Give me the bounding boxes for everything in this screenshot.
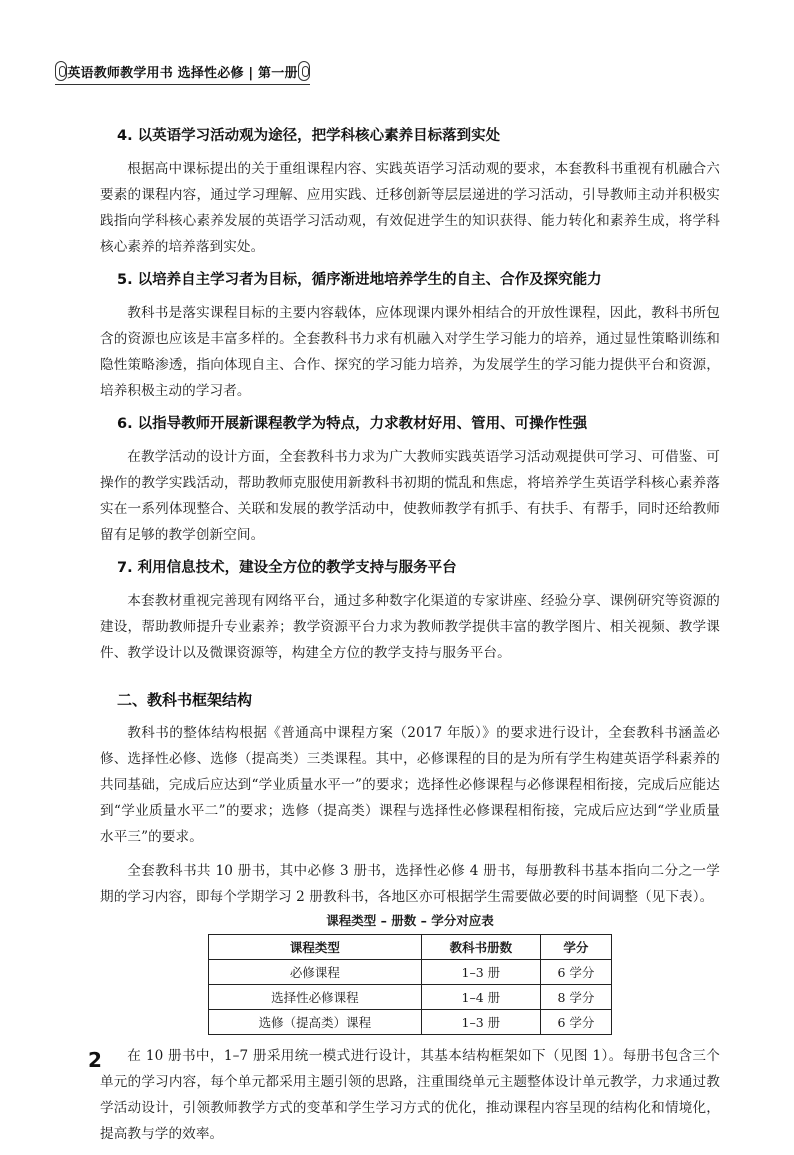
part-paragraph: 在 10 册书中，1–7 册采用统一模式进行设计，其基本结构框架如下（见图 1）。每册书包含三个单元的学习内容，每个单元都采用主题引领的思路，注重围绕单元主题整体设计单元教学，力求通过教学活动设计，引领教师教学方式的变革和学生学习方式的优化，推动课程内容呈现的结构化和情境化，提高教与学的效率。 [100,1048,720,1142]
table-cell: 选择性必修课程 [209,985,422,1010]
section-5 [100,268,720,404]
section-heading: 7. 利用信息技术，建设全方位的教学支持与服务平台 [117,560,457,576]
header-ornament-left-icon [55,61,67,81]
header-title: 英语教师教学用书 选择性必修 | 第一册 [67,65,298,81]
page-number: 2 [88,1048,102,1072]
running-header [55,58,310,84]
table-cell: 8 学分 [540,985,611,1010]
table-cell: 1–4 册 [421,985,540,1010]
table-row [209,985,612,1010]
part-2 [100,688,720,1147]
table-cell: 选修（提高类）课程 [209,1010,422,1035]
section-paragraph: 在教学活动的设计方面，全套教科书力求为广大教师实践英语学习活动观提供可学习、可借鉴、可操作的教学实践活动，帮助教师克服使用新教科书初期的慌乱和焦虑，将培养学生英语学科核心素养落实在一系列体现整合、关联和发展的教学活动中，使教师教学有抓手、有扶手、有帮手，同时还给教师留有足够的教学创新空间。 [100,449,720,543]
section-heading: 4. 以英语学习活动观为途径，把学科核心素养目标落到实处 [117,128,501,144]
table-caption: 课程类型 – 册数 – 学分对应表 [326,913,494,928]
header-rule [55,84,310,85]
table-row [209,1010,612,1035]
table-cell: 必修课程 [209,960,422,985]
part-paragraph: 全套教科书共 10 册书，其中必修 3 册书，选择性必修 4 册书，每册教科书基本指向二分之一学期的学习内容，即每个学期学习 2 册教科书，各地区亦可根据学生需要做必要的时间调整（见下表）。 [100,863,720,905]
section-4 [100,124,720,260]
table-cell: 6 学分 [540,1010,611,1035]
table-cell: 1–3 册 [421,960,540,985]
section-7 [100,556,720,666]
course-credit-table [208,934,612,1035]
table-row [209,960,612,985]
section-paragraph: 教科书是落实课程目标的主要内容载体，应体现课内课外相结合的开放性课程，因此，教科书所包含的资源也应该是丰富多样的。全套教科书力求有机融入对学生学习能力的培养，通过显性策略训练和隐性策略渗透，指向体现自主、合作、探究的学习能力培养，为发展学生的学习能力提供平台和资源，培养积极主动的学习者。 [100,305,720,399]
table-header-cell: 学分 [540,935,611,960]
part-heading: 二、教科书框架结构 [117,691,253,709]
page-content [100,124,720,1155]
part-paragraph: 教科书的整体结构根据《普通高中课程方案（2017 年版）》的要求进行设计，全套教科书涵盖必修、选择性必修、选修（提高类）三类课程。其中，必修课程的目的是为所有学生构建英语学科素养的共同基础，完成后应达到“学业质量水平一”的要求；选择性必修课程与必修课程相衔接，完成后应能达到“学业质量水平二”的要求；选修（提高类）课程与选择性必修课程相衔接，完成后应达到“学业质量水平三”的要求。 [100,725,720,845]
section-heading: 5. 以培养自主学习者为目标，循序渐进地培养学生的自主、合作及探究能力 [117,272,602,288]
header-ornament-right-icon [298,61,310,81]
section-heading: 6. 以指导教师开展新课程教学为特点，力求教材好用、管用、可操作性强 [117,416,588,432]
section-paragraph: 根据高中课标提出的关于重组课程内容、实践英语学习活动观的要求，本套教科书重视有机融合六要素的课程内容，通过学习理解、应用实践、迁移创新等层层递进的学习活动，引导教师主动并积极实践指向学科核心素养发展的英语学习活动观，有效促进学生的知识获得、能力转化和素养生成，将学科核心素养的培养落到实处。 [100,161,720,255]
table-cell: 1–3 册 [421,1010,540,1035]
table-header-cell: 课程类型 [209,935,422,960]
section-6 [100,412,720,548]
section-paragraph: 本套教材重视完善现有网络平台，通过多种数字化渠道的专家讲座、经验分享、课例研究等资源的建设，帮助教师提升专业素养；教学资源平台力求为教师教学提供丰富的教学图片、相关视频、教学课件、教学设计以及微课资源等，构建全方位的教学支持与服务平台。 [100,593,720,661]
table-cell: 6 学分 [540,960,611,985]
table-header-cell: 教科书册数 [421,935,540,960]
table-header-row [209,935,612,960]
